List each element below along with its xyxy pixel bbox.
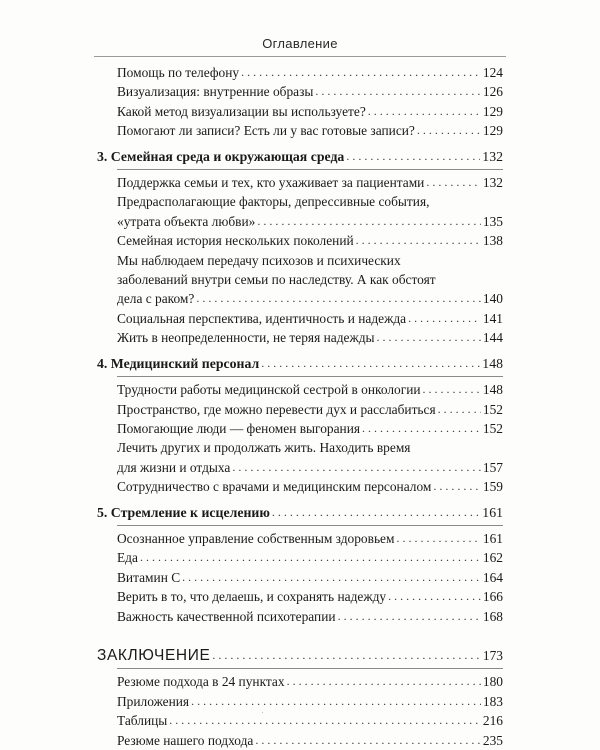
chapter-5: [97, 503, 503, 626]
toc-entry[interactable]: [117, 400, 503, 419]
toc-entry-page: 162: [482, 550, 503, 566]
toc-entry-label: Таблицы: [117, 713, 168, 729]
leader-dots: [182, 568, 481, 587]
toc-entry[interactable]: [117, 711, 503, 730]
toc-entry[interactable]: [117, 607, 503, 626]
toc-entry-multiline[interactable]: [117, 251, 503, 309]
leader-dots: [346, 147, 480, 166]
chapter-rule: [117, 376, 503, 377]
toc-entry-label: Резюме подхода в 24 пунктах: [117, 674, 285, 690]
toc-entry-page: 216: [482, 713, 503, 729]
toc-entry-multiline[interactable]: [117, 192, 503, 231]
table-of-contents: [97, 63, 503, 750]
toc-entry-label: дела с раком?: [117, 291, 195, 307]
leader-dots: [255, 731, 481, 750]
chapter-page: 161: [482, 504, 503, 520]
toc-entry-label: Помогающие люди — феномен выгорания: [117, 420, 361, 436]
toc-entry-label: Важность качественной психотерапии: [117, 608, 336, 624]
leader-dots: [212, 646, 481, 665]
toc-entry-label: Поддержка семьи и тех, кто ухаживает за пациентами: [117, 175, 425, 191]
chapter-title: 3. Семейная среда и окружающая среда: [97, 148, 345, 164]
toc-entry[interactable]: [117, 568, 503, 587]
chapter-rule: [117, 169, 503, 170]
chapter-heading[interactable]: [97, 147, 503, 166]
conclusion: [97, 646, 503, 750]
chapter-title: 4. Медицинский персонал: [97, 355, 260, 371]
leader-dots: [368, 102, 481, 121]
leader-dots: [287, 672, 481, 691]
conclusion-heading[interactable]: [97, 646, 503, 665]
chapter-page: 148: [482, 355, 503, 371]
chapter-3: [97, 147, 503, 348]
leader-dots: [377, 328, 481, 347]
toc-entry-label: Еда: [117, 550, 138, 566]
header-rule: [94, 56, 506, 57]
section-top-list: [97, 63, 503, 141]
chapter-title: 5. Стремление к исцелению: [97, 504, 270, 520]
toc-entry-line: Мы наблюдаем передачу психозов и психических: [117, 252, 401, 268]
toc-entry-page: 157: [482, 459, 503, 475]
toc-entry-page: 161: [482, 530, 503, 546]
toc-entry-line: Предрасполагающие факторы, депрессивные события,: [117, 194, 430, 210]
toc-entry[interactable]: [117, 82, 503, 101]
chapter-rule: [117, 525, 503, 526]
leader-dots: [140, 548, 481, 567]
toc-entry[interactable]: [117, 419, 503, 438]
toc-entry[interactable]: [117, 328, 503, 347]
toc-entry-label: Резюме нашего подхода: [117, 732, 254, 748]
leader-dots: [338, 607, 481, 626]
leader-dots: [396, 529, 480, 548]
page-speck: [262, 712, 263, 713]
toc-entry-label: Визуализация: внутренние образы: [117, 84, 314, 100]
toc-entry-label: Осознанное управление собственным здоровьем: [117, 530, 395, 546]
leader-dots: [261, 354, 480, 373]
toc-entry-line: заболеваний внутри семьи по наследству. А как обстоят: [117, 272, 436, 288]
toc-entry-page: 135: [482, 213, 503, 229]
toc-entry[interactable]: [117, 731, 503, 750]
conclusion-items: [97, 672, 503, 750]
leader-dots: [169, 711, 481, 730]
toc-entry-label: Сотрудничество с врачами и медицинским персоналом: [117, 479, 432, 495]
chapter-4-items: [97, 380, 503, 496]
leader-dots: [388, 587, 481, 606]
toc-entry-label: Помогают ли записи? Есть ли у вас готовые записи?: [117, 123, 415, 139]
toc-entry-label: Жить в неопределенности, не теряя надежды: [117, 330, 375, 346]
toc-entry-label: Помощь по телефону: [117, 65, 240, 80]
leader-dots: [362, 419, 481, 438]
toc-entry-page: 152: [482, 401, 503, 417]
toc-entry[interactable]: [117, 477, 503, 496]
leader-dots: [356, 231, 481, 250]
toc-entry-page: 183: [482, 693, 503, 709]
running-header: Оглавление: [262, 36, 338, 51]
toc-entry-page: 152: [482, 420, 503, 436]
toc-entry-label: Верить в то, что делаешь, и сохранять надежду: [117, 589, 387, 605]
leader-dots: [423, 380, 481, 399]
chapter-heading[interactable]: [97, 354, 503, 373]
leader-dots: [417, 121, 481, 140]
toc-entry-page: 138: [482, 233, 503, 249]
chapter-heading[interactable]: [97, 503, 503, 522]
toc-entry-page: 129: [482, 103, 503, 119]
toc-entry[interactable]: [117, 692, 503, 711]
toc-entry-label: Трудности работы медицинской сестрой в онкологии: [117, 382, 421, 398]
leader-dots: [232, 458, 481, 477]
leader-dots: [408, 309, 481, 328]
toc-entry-page: 164: [482, 569, 503, 585]
chapter-4: [97, 354, 503, 497]
toc-entry[interactable]: [117, 309, 503, 328]
toc-entry-label: «утрата объекта любви»: [117, 213, 256, 229]
toc-entry-label: Семейная история нескольких поколений: [117, 233, 354, 249]
toc-entry-page: 166: [482, 589, 503, 605]
toc-entry-label: для жизни и отдыха: [117, 459, 231, 475]
leader-dots: [433, 477, 481, 496]
leader-dots: [241, 63, 481, 82]
toc-entry[interactable]: [117, 231, 503, 250]
toc-entry-page: 124: [482, 65, 503, 80]
toc-entry-page: 168: [482, 608, 503, 624]
toc-entry[interactable]: [117, 121, 503, 140]
toc-entry-label: Социальная перспектива, идентичность и надежда: [117, 310, 407, 326]
toc-entry[interactable]: [117, 63, 503, 82]
toc-entry-label: Приложения: [117, 693, 190, 709]
toc-entry-page: 126: [482, 84, 503, 100]
toc-entry-page: 159: [482, 479, 503, 495]
conclusion-page: 173: [482, 647, 503, 663]
conclusion-title: ЗАКЛЮЧЕНИЕ: [97, 646, 211, 664]
chapter-5-items: [97, 529, 503, 626]
toc-entry-label: Витамин С: [117, 569, 181, 585]
toc-entry[interactable]: [117, 380, 503, 399]
toc-entry-label: Пространство, где можно перевести дух и расслабиться: [117, 401, 436, 417]
toc-entry-page: 140: [482, 291, 503, 307]
conclusion-rule: [117, 668, 503, 669]
leader-dots: [438, 400, 481, 419]
toc-entry[interactable]: [117, 173, 503, 192]
toc-entry-page: 129: [482, 123, 503, 139]
toc-entry[interactable]: [117, 529, 503, 548]
toc-entry-multiline[interactable]: [117, 438, 503, 477]
leader-dots: [315, 82, 481, 101]
toc-entry-page: 148: [482, 382, 503, 398]
toc-entry[interactable]: [117, 587, 503, 606]
toc-entry[interactable]: [117, 102, 503, 121]
toc-entry-line: Лечить других и продолжать жить. Находить время: [117, 440, 411, 456]
leader-dots: [272, 503, 480, 522]
toc-entry[interactable]: [117, 672, 503, 691]
leader-dots: [426, 173, 481, 192]
leader-dots: [196, 289, 481, 308]
toc-entry-label: Какой метод визуализации вы используете?: [117, 103, 366, 119]
toc-entry-page: 132: [482, 175, 503, 191]
leader-dots: [257, 212, 481, 231]
leader-dots: [191, 692, 481, 711]
chapter-page: 132: [482, 148, 503, 164]
toc-entry-page: 235: [482, 732, 503, 748]
toc-entry-page: 144: [482, 330, 503, 346]
toc-entry[interactable]: [117, 548, 503, 567]
toc-entry-page: 141: [482, 310, 503, 326]
chapter-3-items: [97, 173, 503, 348]
toc-entry-page: 180: [482, 674, 503, 690]
